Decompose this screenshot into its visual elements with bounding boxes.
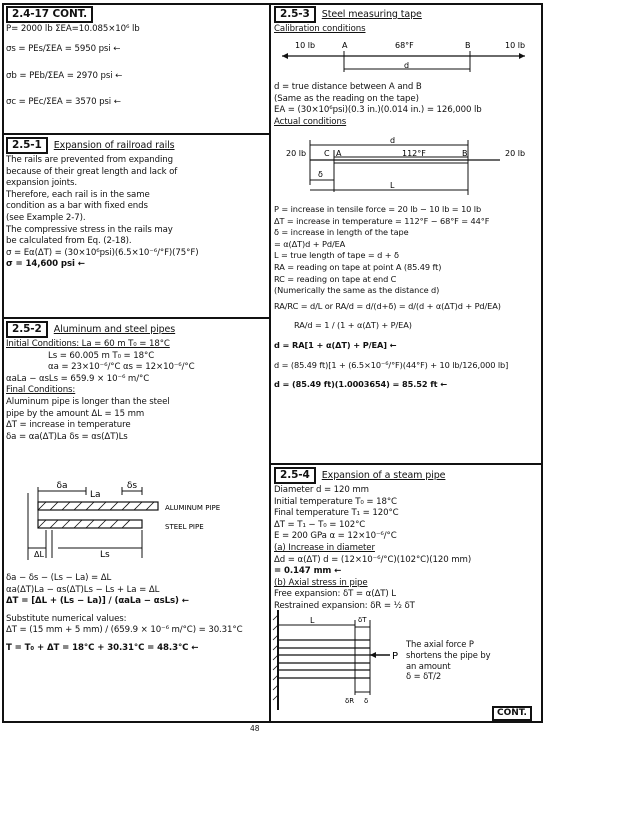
text-line: αa = 23×10⁻⁶/°C αs = 12×10⁻⁶/°C [48,362,195,373]
distance-d-label: d [404,61,410,70]
delta-a-label: δa [56,481,68,491]
result-line: T = T₀ + ΔT = 18°C + 30.31°C = 48.3°C ← [6,642,199,653]
equation-line: RA = reading on tape at point A (85.49 ft) [274,261,442,272]
delta-label: δ [318,170,323,179]
equation-line: L = true length of tape = d + δ [274,250,399,261]
point-b-label: B [462,149,468,158]
text-line: d = true distance between A and B [274,82,422,92]
distance-d-label: d [390,136,396,145]
equation-line: ΔT = (15 mm + 5 mm) / (659.9 × 10⁻⁶ m/°C) = 30.31°C [6,625,243,636]
equation-line: = α(ΔT)d + Pd/EA [274,238,346,249]
text-line: shortens the pipe by [406,649,491,660]
equation-line: (Numerically the same as the distance d) [274,285,440,296]
force-p-label: P [392,651,399,662]
force-label: 10 lb [295,41,316,50]
equation-line: δ = increase in length of the tape [274,227,409,238]
equation-line: ΔT = [ΔL + (Ls − La)] / (αaLa − αsLs) ← [6,596,189,607]
result-line: d = (85.49 ft)(1.0003654) = 85.52 ft ← [274,379,447,390]
problem-title: Expansion of railroad rails [53,139,175,151]
continued-badge: CONT. [492,706,532,721]
text-line: Substitute numerical values: [6,613,127,624]
text-line: condition as a bar with fixed ends [6,201,148,212]
equation-line: RA/d = 1 / (1 + α(ΔT) + P/EA) [294,320,412,331]
text-line: The compressive stress in the rails may [6,224,173,235]
equation-line: P= 2000 lb ΣEA=10.085×10⁶ lb [6,24,140,34]
actual-conditions-notes [274,204,540,391]
result-line: σ = 14,600 psi ← [6,259,85,270]
equation-line: d = RA[1 + α(ΔT) + P/EA] ← [274,339,397,350]
force-label: 10 lb [505,41,526,50]
section-2-5-4 [274,467,540,613]
equation-line: ΔT = increase in temperature = 112°F − 68°F = 44°F [274,215,490,226]
equation-line: RA/RC = d/L or RA/d = d/(d+δ) = d/(d + α(ΔT)d + Pd/EA) [274,300,501,311]
problem-tag: 2.4-17 CONT. [6,6,93,23]
section-divider [270,463,543,465]
point-a-label: A [342,41,348,50]
text-line: Initial Conditions: La = 60 m T₀ = 18°C [6,339,170,349]
problem-tag: 2.5-3 [274,6,316,23]
result-line: = 0.147 mm ← [274,566,342,577]
text-line: (Same as the reading on the tape) [274,93,419,104]
subheading: Actual conditions [274,116,347,127]
problem-title: Steel measuring tape [321,8,422,20]
text-line: Initial temperature T₀ = 18°C [274,496,397,507]
text-line: Diameter d = 120 mm [274,485,369,495]
delta-r-label: δR [345,697,355,705]
problem-title: Expansion of a steam pipe [321,469,446,481]
point-b-label: B [465,41,471,50]
text-line: be calculated from Eq. (2-18). [6,236,132,247]
page-number: 48 [250,724,260,733]
text-line: (see Example 2-7). [6,212,86,223]
equation-line: αa(ΔT)La − αs(ΔT)Ls − Ls + La = ΔL [6,584,160,595]
text-line: The rails are prevented from expanding [6,155,173,165]
la-label: La [90,490,101,500]
axial-force-note [406,639,540,682]
text-line: Therefore, each rail is in the same [6,189,150,200]
delta-s-label: δs [126,481,138,491]
equation-line: σb = PEb/ΣEA = 2970 psi ← [6,71,123,82]
equation-line: RC = reading on tape at end C [274,273,397,284]
equation-line: δa − δs − (Ls − La) = ΔL [6,573,112,583]
equation-line: Free expansion: δT = α(ΔT) L [274,589,396,600]
force-label: 20 lb [286,149,307,158]
length-l-label: L [390,181,395,190]
text-line: because of their great length and lack of [6,166,178,177]
delta-t-label: δT [358,616,367,624]
pipes-figure [0,0,270,829]
equation-line: d = (85.49 ft)[1 + (6.5×10⁻⁶/°F)(44°F) + 10 lb/126,000 lb] [274,359,509,370]
text-line: Aluminum pipe is longer than the steel [6,396,170,407]
text-line: Final temperature T₁ = 120°C [274,508,399,519]
steel-pipe-label: STEEL PIPE [165,523,204,531]
text-line: expansion joints. [6,178,78,189]
problem-title: Aluminum and steel pipes [53,323,176,335]
text-line: Ls = 60.005 m T₀ = 18°C [48,350,155,361]
equation-line: δa = αa(ΔT)La δs = αs(ΔT)Ls [6,431,128,442]
subheading: (a) Increase in diameter [274,542,375,553]
equation-line: EA = (30×10⁶psi)(0.3 in.)(0.014 in.) = 126,000 lb [274,105,482,116]
equation-line: σ = Eα(ΔT) = (30×10⁶psi)(6.5×10⁻⁶/°F)(75°F) [6,247,199,258]
equation-line: αaLa − αsLs = 659.9 × 10⁻⁶ m/°C [6,373,150,384]
delta-label: δ [364,697,369,705]
text-line: The axial force P [406,639,474,649]
text-line: ΔT = T₁ − T₀ = 102°C [274,519,366,530]
text-line: Final Conditions: [6,385,76,396]
aluminum-pipe-label: ALUMINUM PIPE [165,504,221,512]
text-line: ΔT = increase in temperature [6,420,131,431]
section-2-5-2-solution [6,573,268,655]
force-label: 20 lb [505,149,526,158]
problem-tag: 2.5-1 [6,137,48,154]
text-line: pipe by the amount ΔL = 15 mm [6,408,145,419]
point-c-label: C [324,149,330,158]
text-line: an amount [406,660,451,671]
equation-line: σs = PEs/ΣEA = 5950 psi ← [6,43,121,54]
aluminum-pipe [38,502,158,510]
equation-line: P = increase in tensile force = 20 lb − 10 lb = 10 lb [274,204,482,214]
calibration-notes [274,82,540,128]
equation-line: Δd = α(ΔT) d = (12×10⁻⁶/°C)(102°C)(120 mm) [274,554,472,565]
text-line: δ = δT/2 [406,671,442,682]
equation-line: σc = PEc/ΣEA = 3570 psi ← [6,96,121,107]
problem-tag: 2.5-4 [274,467,316,484]
problem-tag: 2.5-2 [6,321,48,338]
temp-label: 68°F [395,41,414,50]
length-l-label: L [310,616,315,625]
text-line: E = 200 GPa α = 12×10⁻⁶/°C [274,531,397,542]
equation-line: Restrained expansion: δR = ½ δT [274,600,415,611]
ls-label: Ls [100,550,110,560]
temp-label: 112°F [402,149,426,158]
point-a-label: A [336,149,342,158]
subheading: Calibration conditions [274,24,366,34]
delta-l-label: ΔL [34,550,44,559]
subheading: (b) Axial stress in pipe [274,577,368,588]
